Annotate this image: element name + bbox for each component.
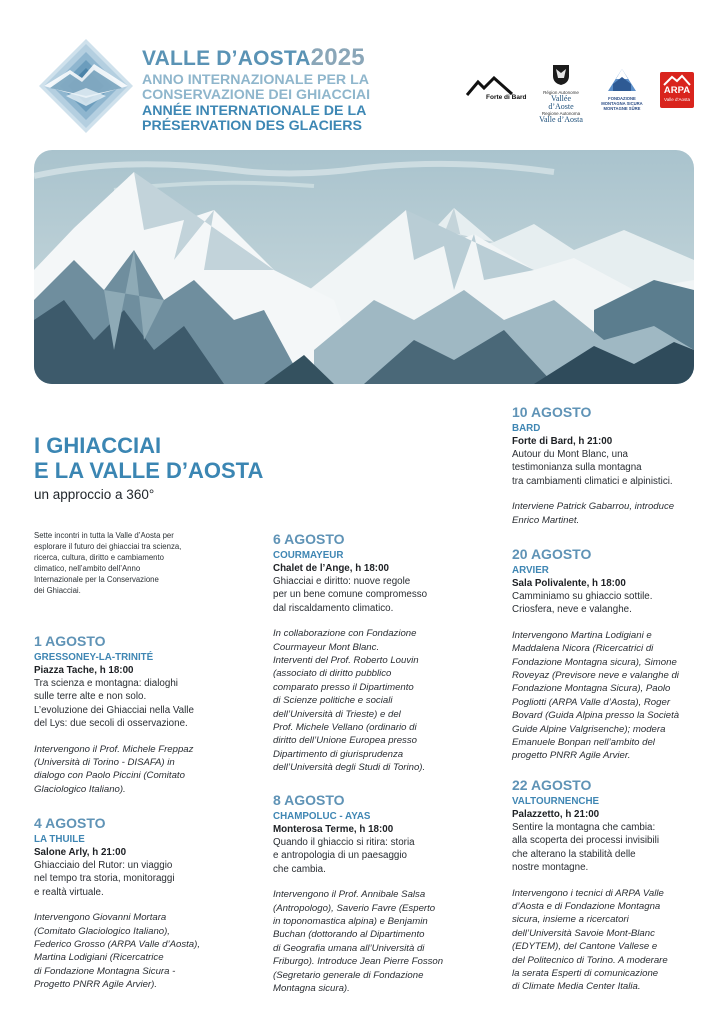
event-description-line: del Lys: due secoli di osservazione. <box>34 718 188 730</box>
event-date: 6 AGOSTO <box>273 531 345 547</box>
fms-name-3: MONTAGNE SÛRE <box>603 106 641 111</box>
event-speakers-line: Intervengono Martina Lodigiani e <box>512 629 652 641</box>
event-speakers-line: Dipartimento di giurisprudenza <box>273 748 404 760</box>
event-speakers-line: Courmayeur Mont Blanc. <box>273 641 380 653</box>
event-description <box>34 677 234 731</box>
event-speakers-line: Montagna sicura). <box>273 983 350 995</box>
event-description-line: Tra scienza e montagna: dialoghi <box>34 678 178 689</box>
event-card-10-agosto <box>512 404 712 527</box>
region-logo <box>538 64 584 124</box>
event-description-line: e antropologia di un paesaggio <box>273 850 407 862</box>
event-venue: Sala Polivalente, h 18:00 <box>512 578 626 589</box>
partner-logos <box>466 64 696 124</box>
event-card-6-agosto <box>273 531 483 775</box>
event-place: LA THUILE <box>34 834 85 845</box>
event-speakers-line: di Climate Media Center Italia. <box>512 981 641 993</box>
event-description <box>512 821 712 875</box>
intro-line: Sette incontri in tutta la Valle d’Aosta per <box>34 531 174 540</box>
event-speakers <box>512 500 712 527</box>
glacier-year-logo-icon <box>36 36 136 136</box>
event-date: 1 AGOSTO <box>34 633 106 649</box>
event-speakers <box>512 887 712 994</box>
event-description-line: Quando il ghiaccio si ritira: storia <box>273 837 415 848</box>
event-venue: Salone Arly, h 21:00 <box>34 847 127 858</box>
event-speakers-line: Prof. Michele Vellano (ordinario di <box>273 722 417 734</box>
event-description <box>273 575 483 615</box>
event-description-line: dal riscaldamento climatico. <box>273 602 394 614</box>
event-description-line: alla scoperta dei processi invisibili <box>512 835 660 847</box>
event-speakers-line: in toponomastica alpina) e Benjamin <box>273 916 428 928</box>
event-speakers-line: (Università di Torino - DISAFA) in <box>34 757 175 769</box>
event-speakers <box>273 627 483 774</box>
event-speakers-line: sicura, insieme a ricercatori <box>512 914 629 926</box>
title-line-2: E LA VALLE D’AOSTA <box>34 458 264 483</box>
event-description-line: e realtà virtuale. <box>34 886 104 898</box>
event-card-8-agosto <box>273 792 483 995</box>
event-speakers-line: Martina Lodigiani (Ricercatrice <box>34 952 164 964</box>
event-speakers <box>512 629 712 763</box>
intro-line: Internazionale per la Conservazione <box>34 575 159 584</box>
event-speakers-line: Fondazione Montagna sicura), Simone <box>512 656 677 668</box>
event-speakers-line: di Fondazione Montagna Sicura - <box>34 965 176 977</box>
event-place: COURMAYEUR <box>273 550 344 561</box>
event-speakers-line: dell’Università Savoie Mont-Blanc <box>512 927 655 939</box>
event-speakers-line: di Geografia umana all’Università di <box>273 942 425 954</box>
event-description-line: Criosfera, neve e valanghe. <box>512 604 632 616</box>
fms-name-1: FONDAZIONE <box>608 96 636 101</box>
fms-name-2: MONTAGNA SICURA <box>601 101 643 106</box>
event-speakers-line: Emanuele Bonpan nell’ambito del <box>512 737 655 749</box>
event-speakers-line: Pogliotti (ARPA Valle d’Aosta), Roger <box>512 696 671 708</box>
brand-title: VALLE D’AOSTA <box>142 47 311 70</box>
event-description-line: tra cambiamenti climatici e alpinistici. <box>512 475 673 487</box>
event-place: CHAMPOLUC - AYAS <box>273 811 371 822</box>
event-description <box>512 590 712 617</box>
event-description-line: Ghiacciaio del Rutor: un viaggio <box>34 860 173 871</box>
event-brand-heading <box>142 46 370 134</box>
event-card-4-agosto <box>34 815 234 992</box>
event-speakers-line: Federico Grosso (ARPA Valle d’Aosta), <box>34 939 200 951</box>
arpa-subtitle: Valle d’Aosta <box>664 97 690 102</box>
event-description-line: Camminiamo su ghiaccio sottile. <box>512 591 653 602</box>
region-name-fr: Vallée d’Aoste <box>548 94 574 111</box>
event-description-line: L’evoluzione dei Ghiacciai nella Valle <box>34 704 194 716</box>
event-speakers-line: dell’Università di Trieste) e del <box>273 708 401 720</box>
event-date: 10 AGOSTO <box>512 404 592 420</box>
event-description-line: testimonianza sulla montagna <box>512 462 642 474</box>
intro-line: dei Ghiacciai. <box>34 586 81 595</box>
event-speakers-line: Intervengono il Prof. Michele Freppaz <box>34 743 194 755</box>
event-description <box>512 448 712 488</box>
event-speakers <box>34 743 234 797</box>
event-speakers-line: Fondazione Montagna Sicura), Paolo <box>512 683 671 695</box>
region-name-it-small: Regione Autonoma <box>541 111 581 116</box>
event-speakers-line: diritto dell’Unione Europea presso <box>273 735 417 747</box>
event-description-line: nostre montagne. <box>512 862 589 874</box>
event-speakers-line: la serata Esperti di comunicazione <box>512 968 659 980</box>
forte-di-bard-name: Forte di Bard <box>486 94 527 101</box>
event-place: ARVIER <box>512 565 549 576</box>
intro-paragraph <box>34 530 230 596</box>
event-speakers-line: Intervengono il Prof. Annibale Salsa <box>273 889 426 901</box>
event-date: 20 AGOSTO <box>512 546 592 562</box>
brand-line-it-1: ANNO INTERNAZIONALE PER LA <box>142 72 369 88</box>
intro-line: esplorare il futuro dei ghiacciai tra scienza, <box>34 542 182 551</box>
event-speakers-line: dialogo con Paolo Piccini (Comitato <box>34 770 185 782</box>
montagna-sicura-icon <box>607 68 637 92</box>
event-description <box>34 859 234 899</box>
event-speakers-line: (Antropologo), Saverio Favre (Esperto <box>273 902 436 914</box>
event-venue: Forte di Bard, h 21:00 <box>512 436 613 447</box>
event-speakers-line: dell’Università degli Studi di Torino). <box>273 762 426 774</box>
event-date: 8 AGOSTO <box>273 792 345 808</box>
event-speakers-line: d’Aosta e di Fondazione Montagna <box>512 901 661 913</box>
event-date: 22 AGOSTO <box>512 777 592 793</box>
region-name-it: Valle d’Aosta <box>539 115 583 124</box>
event-place: BARD <box>512 423 541 434</box>
event-card-20-agosto <box>512 546 712 763</box>
region-shield-icon <box>552 64 570 86</box>
page-subtitle: un approccio a 360° <box>34 487 155 502</box>
event-speakers-line: Intervengono Giovanni Mortara <box>34 912 167 924</box>
event-place: GRESSONEY-LA-TRINITÉ <box>34 652 154 663</box>
event-speakers-line: In collaborazione con Fondazione <box>273 628 417 640</box>
forte-di-bard-icon <box>466 76 514 96</box>
event-description-line: sulle terre alte e non solo. <box>34 691 147 703</box>
event-venue: Piazza Tache, h 18:00 <box>34 665 134 676</box>
brand-line-it-2: CONSERVAZIONE DEI GHIACCIAI <box>142 87 371 103</box>
forte-di-bard-logo <box>466 76 526 100</box>
event-speakers-line: Intervengono i tecnici di ARPA Valle <box>512 887 664 899</box>
event-venue: Palazzetto, h 21:00 <box>512 809 600 820</box>
event-speakers <box>34 911 234 991</box>
event-date: 4 AGOSTO <box>34 815 106 831</box>
event-description-line: Autour du Mont Blanc, una <box>512 449 629 460</box>
event-description-line: che cambia. <box>273 863 326 875</box>
event-venue: Monterosa Terme, h 18:00 <box>273 824 394 835</box>
event-card-22-agosto <box>512 777 712 994</box>
event-speakers-line: Progetto PNRR Agile Arvier). <box>34 979 157 991</box>
event-description-line: Sentire la montagna che cambia: <box>512 822 656 833</box>
event-venue: Chalet de l’Ange, h 18:00 <box>273 563 389 574</box>
event-description-line: che alterano la stabilità delle <box>512 848 636 860</box>
montagna-sicura-logo <box>596 68 648 111</box>
event-speakers-line: Enrico Martinet. <box>512 514 580 526</box>
arpa-logo <box>660 72 694 108</box>
event-card-1-agosto <box>34 633 234 796</box>
region-name-fr-small: Région Autonome <box>543 90 579 95</box>
event-description-line: Ghiacciai e diritto: nuove regole <box>273 576 411 587</box>
event-speakers-line: Glaciologico Italiano). <box>34 783 126 795</box>
event-speakers-line: Maddalena Nicora (Ricercatrici di <box>512 643 654 655</box>
event-speakers-line: Guide Alpine Valgrisenche); modera <box>512 723 666 735</box>
intro-line: climatico, nell’ambito dell’Anno <box>34 564 141 573</box>
event-speakers-line: Friburgo). Introduce Jean Pierre Fosson <box>273 956 444 968</box>
event-speakers-line: Interviene Patrick Gabarrou, introduce <box>512 501 675 513</box>
event-description <box>273 836 483 876</box>
event-speakers-line: (associato di diritto pubblico <box>273 668 392 680</box>
event-speakers <box>273 888 483 995</box>
event-speakers-line: Roveyaz (Previsore neve e valanghe di <box>512 670 679 682</box>
brand-line-fr-1: ANNÉE INTERNATIONALE DE LA <box>142 103 367 119</box>
event-speakers-line: Interventi del Prof. Roberto Louvin <box>273 655 419 667</box>
intro-line: ricerca, cultura, diritto e cambiamento <box>34 553 165 562</box>
event-speakers-line: (Comitato Glaciologico Italiano), <box>34 925 170 937</box>
page-title <box>34 433 263 483</box>
event-speakers-line: (EDYTEM), del Cantone Vallese e <box>512 941 658 953</box>
event-speakers-line: Bovard (Guida Alpina presso la Società <box>512 710 680 722</box>
brand-year: 2025 <box>310 44 365 71</box>
mountain-illustration <box>34 150 694 384</box>
event-description-line: nel tempo tra storia, monitoraggi <box>34 873 175 885</box>
event-speakers-line: del Politecnico di Torino. A moderare <box>512 954 668 966</box>
title-line-1: I GHIACCIAI <box>34 433 162 458</box>
event-speakers-line: comparato presso il Dipartimento <box>273 681 414 693</box>
event-place: VALTOURNENCHE <box>512 796 600 807</box>
event-description-line: per un bene comune compromesso <box>273 589 428 601</box>
event-speakers-line: Buchan (dottorando al Dipartimento <box>273 929 425 941</box>
arpa-name: ARPA <box>663 85 691 96</box>
brand-line-fr-2: PRÉSERVATION DES GLACIERS <box>142 118 362 134</box>
event-speakers-line: progetto PNRR Agile Arvier. <box>512 750 631 762</box>
event-speakers-line: di Scienze politiche e sociali <box>273 695 393 707</box>
event-speakers-line: (Segretario generale di Fondazione <box>273 969 424 981</box>
